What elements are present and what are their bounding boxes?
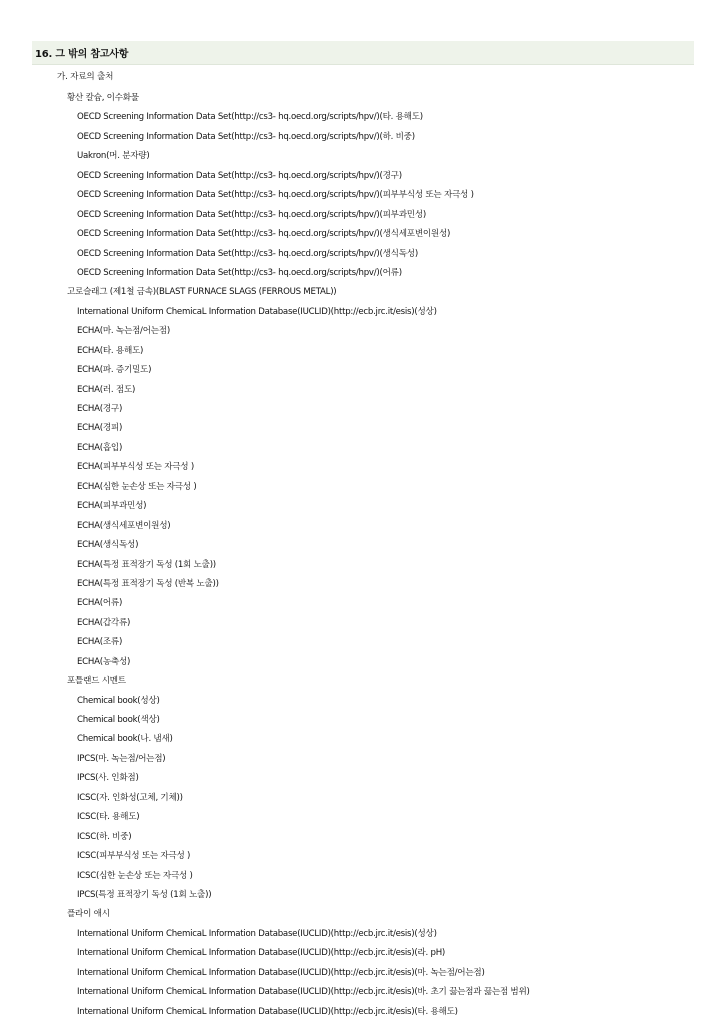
reference-line: ECHA(타. 용해도) [77,345,144,356]
reference-line: IPCS(사. 인화점) [77,773,139,784]
reference-line: ECHA(심한 눈손상 또는 자극성 ) [77,481,197,492]
reference-line: OECD Screening Information Data Set(http://cs3- hq.oecd.org/scripts/hpv/)(경구) [77,170,402,181]
reference-line: ECHA(어류) [77,598,123,609]
reference-list [0,89,724,1022]
reference-line: ICSC(타. 용해도) [77,812,140,823]
reference-line: ECHA(경구) [77,404,123,414]
reference-line: ECHA(피부과민성) [77,501,147,512]
reference-line: ECHA(조류) [77,637,123,648]
reference-line: OECD Screening Information Data Set(http://cs3- hq.oecd.org/scripts/hpv/)(피부과민성) [77,209,426,220]
reference-line: IPCS(마. 녹는점/어는점) [77,753,166,764]
reference-line: ECHA(흡입) [77,442,123,453]
reference-line: ECHA(마. 녹는점/어는점) [77,326,170,337]
reference-line: Uakron(머. 분자량) [77,151,150,162]
reference-line: ECHA(피부부식성 또는 자극성 ) [77,462,194,473]
section-title-text: 16. 그 밖의 참고사항 [35,49,129,60]
substance-heading: 황산 칼슘, 이수화물 [67,93,139,103]
subsection-title: 가. 자료의 출처 [57,72,114,82]
reference-line: IPCS(특정 표적장기 독성 (1회 노출)) [77,889,212,900]
section-title [32,41,694,65]
reference-line: Chemical book(성상) [77,695,160,706]
substance-heading: 포틀랜드 시멘트 [67,676,126,687]
reference-line: ECHA(러. 점도) [77,384,136,395]
reference-line: ECHA(특정 표적장기 독성 (반복 노출)) [77,578,219,589]
reference-line: Chemical book(나. 냄새) [77,734,173,745]
reference-line: International Uniform ChemicaL Information Database(IUCLID)(http://ecb.jrc.it/esis)(성상) [77,928,437,939]
reference-line: ICSC(자. 인화성(고체, 기체)) [77,792,183,803]
reference-line: OECD Screening Information Data Set(http://cs3- hq.oecd.org/scripts/hpv/)(피부부식성 또는 자극성 ) [77,190,474,201]
reference-line: OECD Screening Information Data Set(http://cs3- hq.oecd.org/scripts/hpv/)(생식세포변이원성) [77,229,451,240]
reference-line: ECHA(파. 증기밀도) [77,365,152,376]
reference-line: ICSC(심한 눈손상 또는 자극성 ) [77,870,193,881]
reference-line: OECD Screening Information Data Set(http://cs3- hq.oecd.org/scripts/hpv/)(어류) [77,267,402,278]
reference-line: ECHA(특정 표적장기 독성 (1회 노출)) [77,559,216,570]
reference-line: OECD Screening Information Data Set(http://cs3- hq.oecd.org/scripts/hpv/)(생식독성) [77,248,418,259]
reference-line: ICSC(하. 비중) [77,831,132,842]
reference-line: International Uniform ChemicaL Information Database(IUCLID)(http://ecb.jrc.it/esis)(성상) [77,306,437,317]
reference-line: ECHA(경피) [77,423,123,434]
reference-line: OECD Screening Information Data Set(http://cs3- hq.oecd.org/scripts/hpv/)(타. 용해도) [77,112,423,123]
substance-heading: 플라이 애시 [67,909,110,920]
reference-line: International Uniform ChemicaL Information Database(IUCLID)(http://ecb.jrc.it/esis)(라. pH) [77,948,446,959]
substance-heading: 고로슬래그 (제1철 금속)(BLAST FURNACE SLAGS (FERROUS METAL)) [67,287,337,298]
reference-line: International Uniform ChemicaL Information Database(IUCLID)(http://ecb.jrc.it/esis)(타. 용해도) [77,1006,458,1017]
reference-line: ECHA(갑각류) [77,617,131,628]
reference-line: ECHA(생식독성) [77,540,139,551]
reference-line: ECHA(생식세포변이원성) [77,520,171,531]
reference-line: Chemical book(색상) [77,715,160,725]
reference-line: International Uniform ChemicaL Information Database(IUCLID)(http://ecb.jrc.it/esis)(바. 초기 끓는점과 끓는점 범위) [77,987,530,998]
reference-line: OECD Screening Information Data Set(http://cs3- hq.oecd.org/scripts/hpv/)(하. 비중) [77,131,415,142]
reference-line: ECHA(농축성) [77,656,131,667]
reference-line: ICSC(피부부식성 또는 자극성 ) [77,851,191,862]
reference-line: International Uniform ChemicaL Information Database(IUCLID)(http://ecb.jrc.it/esis)(마. 녹는점/어는점) [77,967,485,978]
